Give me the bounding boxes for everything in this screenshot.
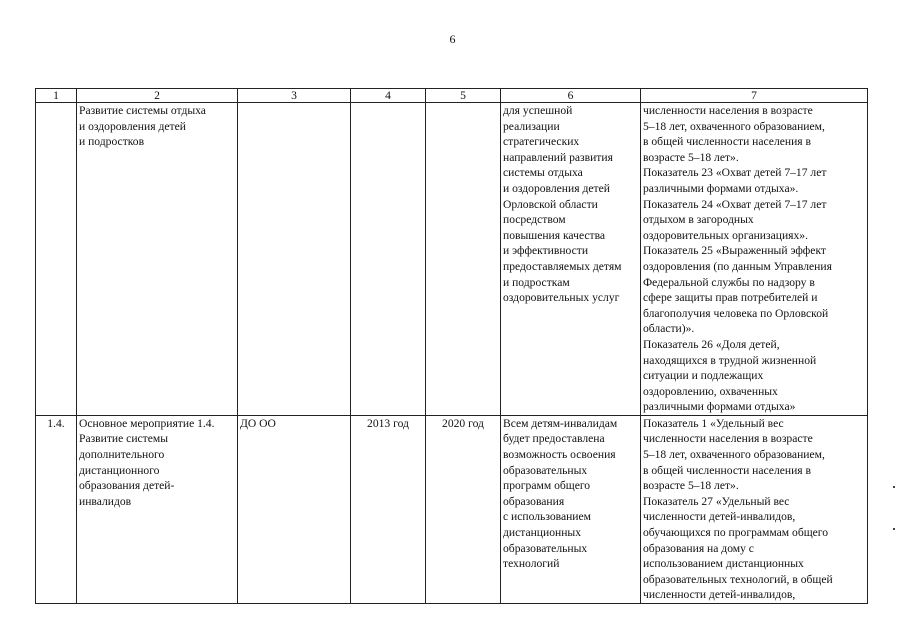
executor — [238, 103, 351, 416]
indicators: Показатель 1 «Удельный вес численности населения в возрасте 5–18 лет, охваченного образованием, в общей численности населения в возрасте 5–18 лет». Показатель 27 «Удельный вес численности детей-инвалидов, обучающихся по программам общего образования на дому с использованием дистанционных образовательных технологий, в общей численности детей-инвалидов, — [641, 415, 868, 603]
page-number: 6 — [449, 32, 456, 46]
start-year — [351, 103, 426, 416]
executor: ДО ОО — [238, 415, 351, 603]
measure-name: Развитие системы отдыха и оздоровления детей и подростков — [77, 103, 238, 416]
end-year — [426, 103, 501, 416]
header-row — [36, 89, 868, 103]
column-header: 7 — [641, 89, 868, 103]
scan-artifact — [893, 486, 895, 488]
column-header: 1 — [36, 89, 77, 103]
column-header: 4 — [351, 89, 426, 103]
expected-result: Всем детям-инвалидам будет предоставлена возможность освоения образовательных программ общего образования с использованием дистанционных образовательных технологий — [501, 415, 641, 603]
indicators: численности населения в возрасте 5–18 лет, охваченного образованием, в общей численности населения в возрасте 5–18 лет». Показатель 23 «Охват детей 7–17 лет различными формами отдыха». Показатель 24 «Охват детей 7–17 лет отдыхом в загородных оздоровительных организациях». Показатель 25 «Выраженный эффект оздоровления (по данным Управления Федеральной службы по надзору в сфере защиты прав потребителей и благополучия человека по Орловской области)». Показатель 26 «Доля детей, находящихся в трудной жизненной ситуации и подлежащих оздоровлению, охваченных различными формами отдыха» — [641, 103, 868, 416]
column-header: 3 — [238, 89, 351, 103]
column-header: 5 — [426, 89, 501, 103]
column-header: 2 — [77, 89, 238, 103]
program-table — [35, 88, 868, 604]
row-number: 1.4. — [36, 415, 77, 603]
measure-name: Основное мероприятие 1.4. Развитие системы дополнительного дистанционного образования детей- инвалидов — [77, 415, 238, 603]
expected-result: для успешной реализации стратегических направлений развития системы отдыха и оздоровления детей Орловской области посредством повышения качества и эффективности предоставляемых детям и подросткам оздоровительных услуг — [501, 103, 641, 416]
table-row — [36, 415, 868, 603]
row-number — [36, 103, 77, 416]
column-header: 6 — [501, 89, 641, 103]
start-year: 2013 год — [351, 415, 426, 603]
table-row — [36, 103, 868, 416]
end-year: 2020 год — [426, 415, 501, 603]
scan-artifact — [893, 528, 895, 530]
